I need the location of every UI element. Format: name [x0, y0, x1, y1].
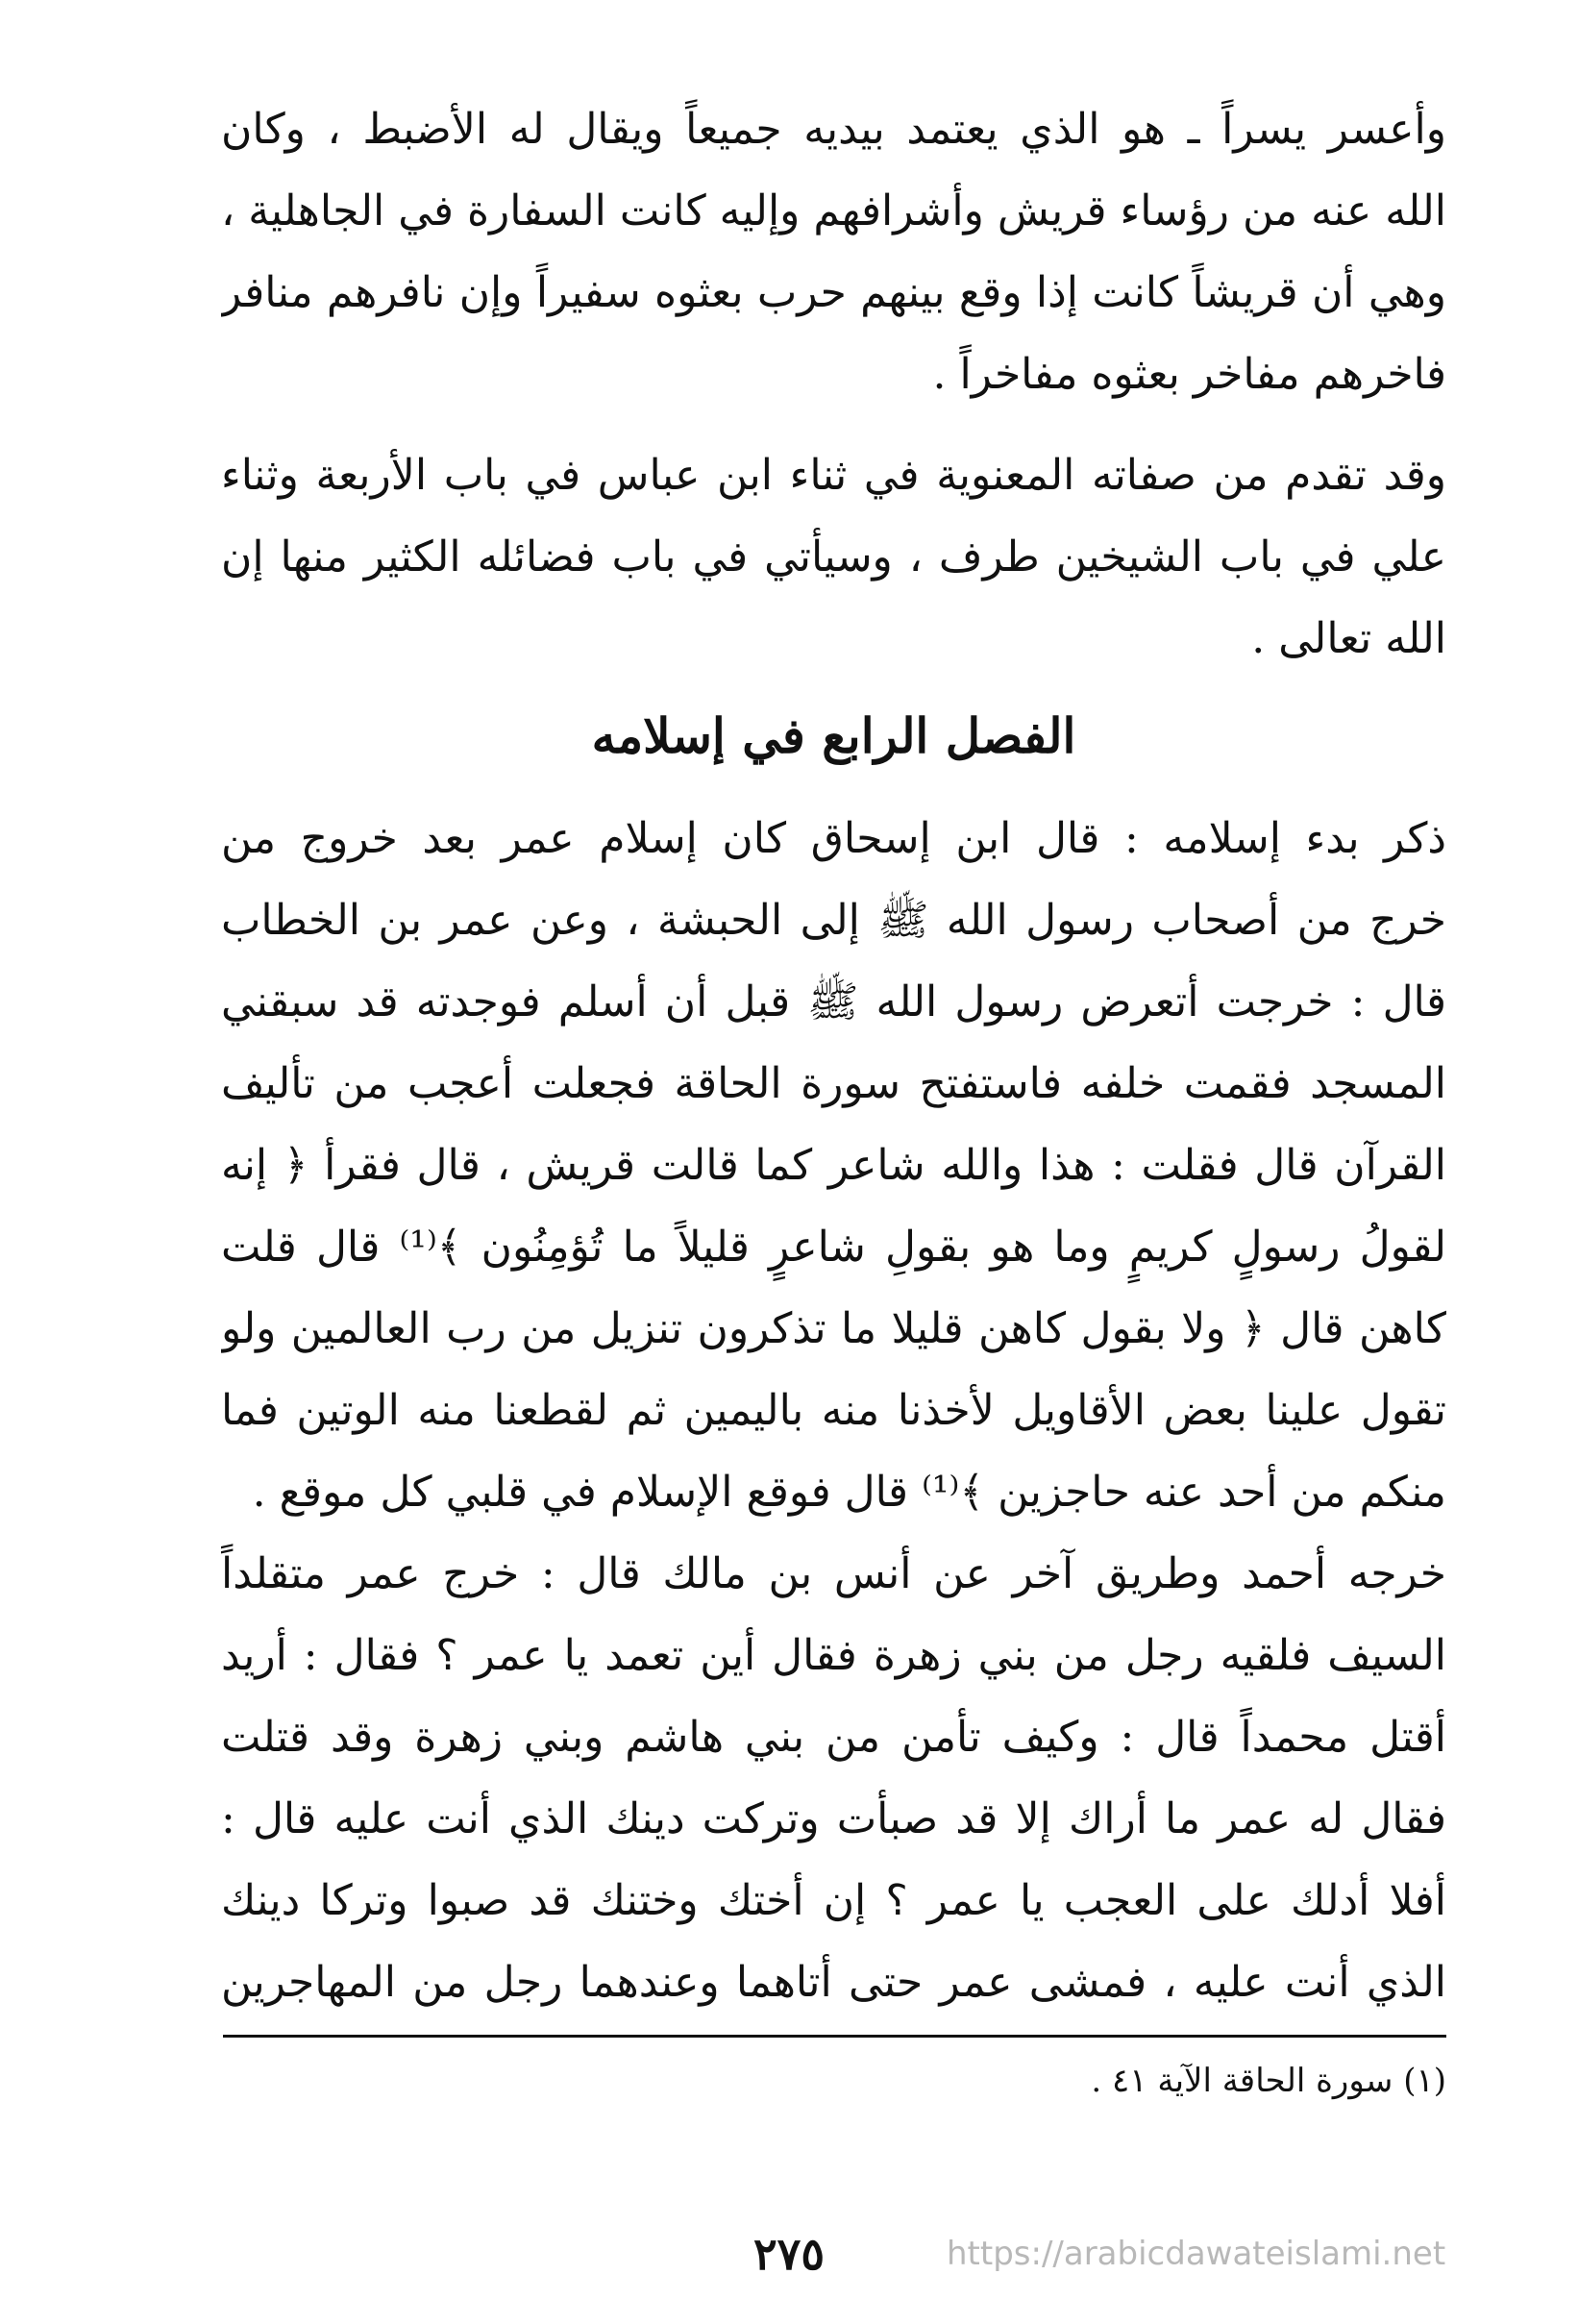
text-line: القرآن قال فقلت : هذا والله شاعر كما قالت قريش ، قال فقرأ ﴿ إنه — [221, 1141, 1446, 1190]
text-line: وأعسر يسراً ـ هو الذي يعتمد بيديه جميعاً ويقال له الأضبط ، وكان — [221, 105, 1446, 154]
text-line: المسجد فقمت خلفه فاستفتح سورة الحاقة فجعلت أعجب من تأليف — [221, 1059, 1446, 1108]
page-number: ٢٧٥ — [752, 2228, 826, 2280]
chapter-title: الفصل الرابع في إسلامه — [591, 707, 1076, 764]
paragraph-1 — [221, 88, 1446, 415]
text-line: فقال له عمر ما أراك إلا قد صبأت وتركت دينك الذي أنت عليه قال : — [221, 1794, 1446, 1843]
text-line: وقد تقدم من صفاته المعنوية في ثناء ابن عباس في باب الأربعة وثناء — [221, 451, 1446, 500]
text-line: وهي أن قريشاً كانت إذا وقع بينهم حرب بعثوه سفيراً وإن نافرهم منافر — [221, 268, 1446, 317]
text-line: منكم من أحد عنه حاجزين ﴾⁽¹⁾ قال فوقع الإسلام في قلبي كل موقع . — [252, 1468, 1446, 1517]
text-line: فاخرهم مفاخر بعثوه مفاخراً . — [932, 350, 1446, 399]
text-line: تقول علينا بعض الأقاويل لأخذنا منه باليمين ثم لقطعنا منه الوتين فما — [221, 1386, 1446, 1435]
text-line: قال : خرجت أتعرض رسول الله ﷺ قبل أن أسلم فوجدته قد سبقني — [221, 977, 1446, 1026]
text-line: الله عنه من رؤساء قريش وأشرافهم وإليه كانت السفارة في الجاهلية ، — [221, 186, 1446, 235]
text-line: أفلا أدلك على العجب يا عمر ؟ إن أختك وختنك قد صبوا وتركا دينك — [221, 1876, 1446, 1925]
text-line: لقولُ رسولٍ كريمٍ وما هو بقولِ شاعرٍ قليلاً ما تُؤمِنُون ﴾⁽¹⁾ قال قلت — [221, 1223, 1446, 1272]
footnote: (١) سورة الحاقة الآية ٤١ . — [1091, 2062, 1446, 2100]
text-line: الله تعالى . — [1251, 614, 1446, 663]
text-line: كاهن قال ﴿ ولا بقول كاهن قليلا ما تذكرون تنزيل من رب العالمين ولو — [221, 1304, 1446, 1353]
text-line: خرجه أحمد وطريق آخر عن أنس بن مالك قال : خرج عمر متقلداً — [221, 1549, 1446, 1598]
footnote-divider — [223, 2035, 1446, 2038]
text-line: خرج من أصحاب رسول الله ﷺ إلى الحبشة ، وعن عمر بن الخطاب — [221, 896, 1446, 945]
watermark-url: https://arabicdawateislami.net — [947, 2235, 1446, 2273]
paragraph-3 — [221, 798, 1446, 2023]
text-line: علي في باب الشيخين طرف ، وسيأتي في باب فضائله الكثير منها إن — [221, 532, 1446, 581]
text-line: أقتل محمداً قال : وكيف تأمن من بني هاشم وبني زهرة وقد قتلت — [221, 1713, 1446, 1762]
text-line: السيف فلقيه رجل من بني زهرة فقال أين تعمد يا عمر ؟ فقال : أريد — [221, 1631, 1446, 1680]
text-line: ذكر بدء إسلامه : قال ابن إسحاق كان إسلام عمر بعد خروج من — [221, 814, 1446, 863]
paragraph-2 — [221, 434, 1446, 680]
text-line: الذي أنت عليه ، فمشى عمر حتى أتاهما وعندهما رجل من المهاجرين — [221, 1958, 1446, 2007]
